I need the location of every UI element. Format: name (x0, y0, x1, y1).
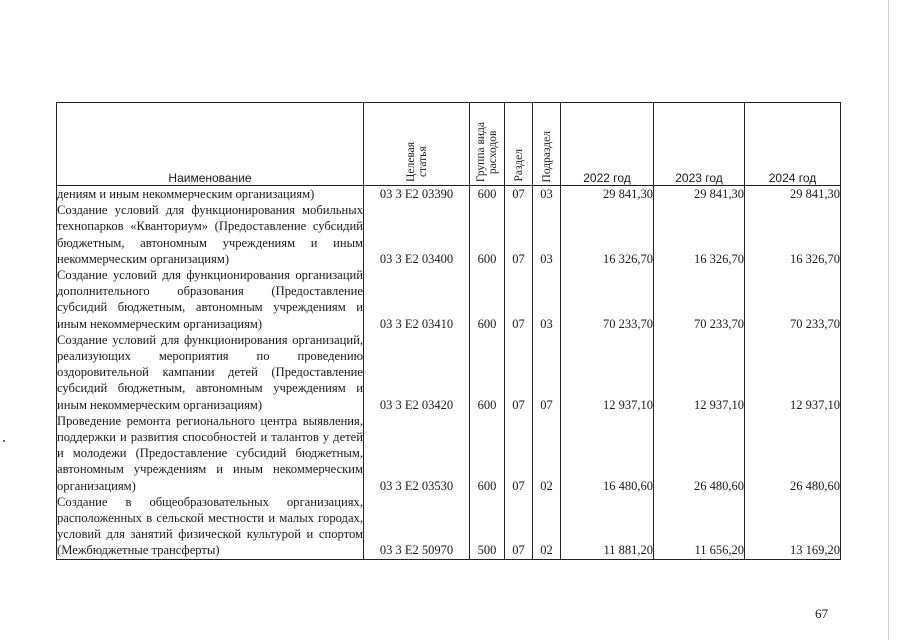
row-target-article: 03 3 E2 03530 (364, 413, 470, 494)
page-edge-line (888, 0, 889, 640)
row-target-article: 03 3 E2 03420 (364, 332, 470, 413)
row-name: дениям и иным некоммерческим организациям) (57, 186, 364, 203)
header-section: Раздел (505, 103, 533, 186)
header-target-article: Целевая статья (364, 103, 470, 186)
row-amount-2024: 12 937,10 (745, 332, 841, 413)
row-section: 07 (505, 332, 533, 413)
row-name: Создание условий для функционирования мобильных технопарков «Кванториум» (Предоставление субсидий бюджетным, автономным учреждениям и иным некоммерческим организациям) (57, 203, 363, 266)
header-year-2023: 2023 год (654, 103, 745, 186)
page-number: 67 (815, 606, 828, 621)
row-amount-2023: 29 841,30 (654, 186, 745, 203)
budget-table (56, 102, 841, 560)
row-subsection: 03 (533, 202, 561, 267)
row-amount-2023: 26 480,60 (654, 413, 745, 494)
row-expense-group: 600 (470, 267, 505, 332)
row-section: 07 (505, 267, 533, 332)
row-target-article: 03 3 E2 03400 (364, 202, 470, 267)
header-year-2022: 2022 год (561, 103, 654, 186)
row-amount-2022: 11 881,20 (561, 494, 654, 559)
row-amount-2024: 16 326,70 (745, 202, 841, 267)
table-row (57, 494, 841, 559)
row-subsection: 02 (533, 494, 561, 559)
row-subsection: 03 (533, 267, 561, 332)
table-header (57, 103, 841, 186)
table-row (57, 267, 841, 332)
scan-speck (3, 440, 5, 442)
table-row (57, 186, 841, 203)
row-section: 07 (505, 494, 533, 559)
header-year-2024: 2024 год (745, 103, 841, 186)
row-amount-2023: 16 326,70 (654, 202, 745, 267)
row-expense-group: 600 (470, 202, 505, 267)
row-amount-2024: 13 169,20 (745, 494, 841, 559)
row-expense-group: 500 (470, 494, 505, 559)
row-amount-2023: 11 656,20 (654, 494, 745, 559)
header-expense-group: Группа вида расходов (470, 103, 505, 186)
row-section: 07 (505, 413, 533, 494)
row-section: 07 (505, 186, 533, 203)
row-target-article: 03 3 E2 03410 (364, 267, 470, 332)
row-expense-group: 600 (470, 186, 505, 203)
row-name: Создание условий для функционирования организаций дополнительного образования (Предоставление субсидий бюджетным, автономным учреждениям и иным некоммерческим организациям) (57, 268, 363, 331)
row-section: 07 (505, 202, 533, 267)
row-amount-2022: 29 841,30 (561, 186, 654, 203)
row-amount-2024: 70 233,70 (745, 267, 841, 332)
row-amount-2022: 12 937,10 (561, 332, 654, 413)
row-name: Создание в общеобразовательных организациях, расположенных в сельской местности и малых городах, условий для занятий физической культурой и спортом (Межбюджетные трансферты) (57, 494, 363, 558)
row-name: Создание условий для функционирования организаций, реализующих мероприятия по проведению оздоровительной кампании детей (Предоставление субсидий бюджетным, автономным учреждениям и иным некоммерческим организациям) (57, 332, 363, 412)
table-row (57, 413, 841, 494)
row-name: Проведение ремонта регионального центра выявления, поддержки и развития способностей и талантов у детей и молодежи (Предоставление субсидий бюджетным, автономным учреждениям и иным некоммерческим организациям) (57, 413, 363, 493)
row-target-article: 03 3 E2 50970 (364, 494, 470, 559)
row-amount-2024: 29 841,30 (745, 186, 841, 203)
row-amount-2023: 70 233,70 (654, 267, 745, 332)
table-row (57, 202, 841, 267)
row-target-article: 03 3 E2 03390 (364, 186, 470, 203)
row-amount-2023: 12 937,10 (654, 332, 745, 413)
row-subsection: 02 (533, 413, 561, 494)
header-name: Наименование (57, 103, 364, 186)
table-body (57, 186, 841, 560)
table-row (57, 332, 841, 413)
row-amount-2024: 26 480,60 (745, 413, 841, 494)
header-subsection: Подраздел (533, 103, 561, 186)
row-amount-2022: 16 326,70 (561, 202, 654, 267)
row-amount-2022: 70 233,70 (561, 267, 654, 332)
row-expense-group: 600 (470, 413, 505, 494)
row-subsection: 03 (533, 186, 561, 203)
row-amount-2022: 16 480,60 (561, 413, 654, 494)
row-subsection: 07 (533, 332, 561, 413)
row-expense-group: 600 (470, 332, 505, 413)
